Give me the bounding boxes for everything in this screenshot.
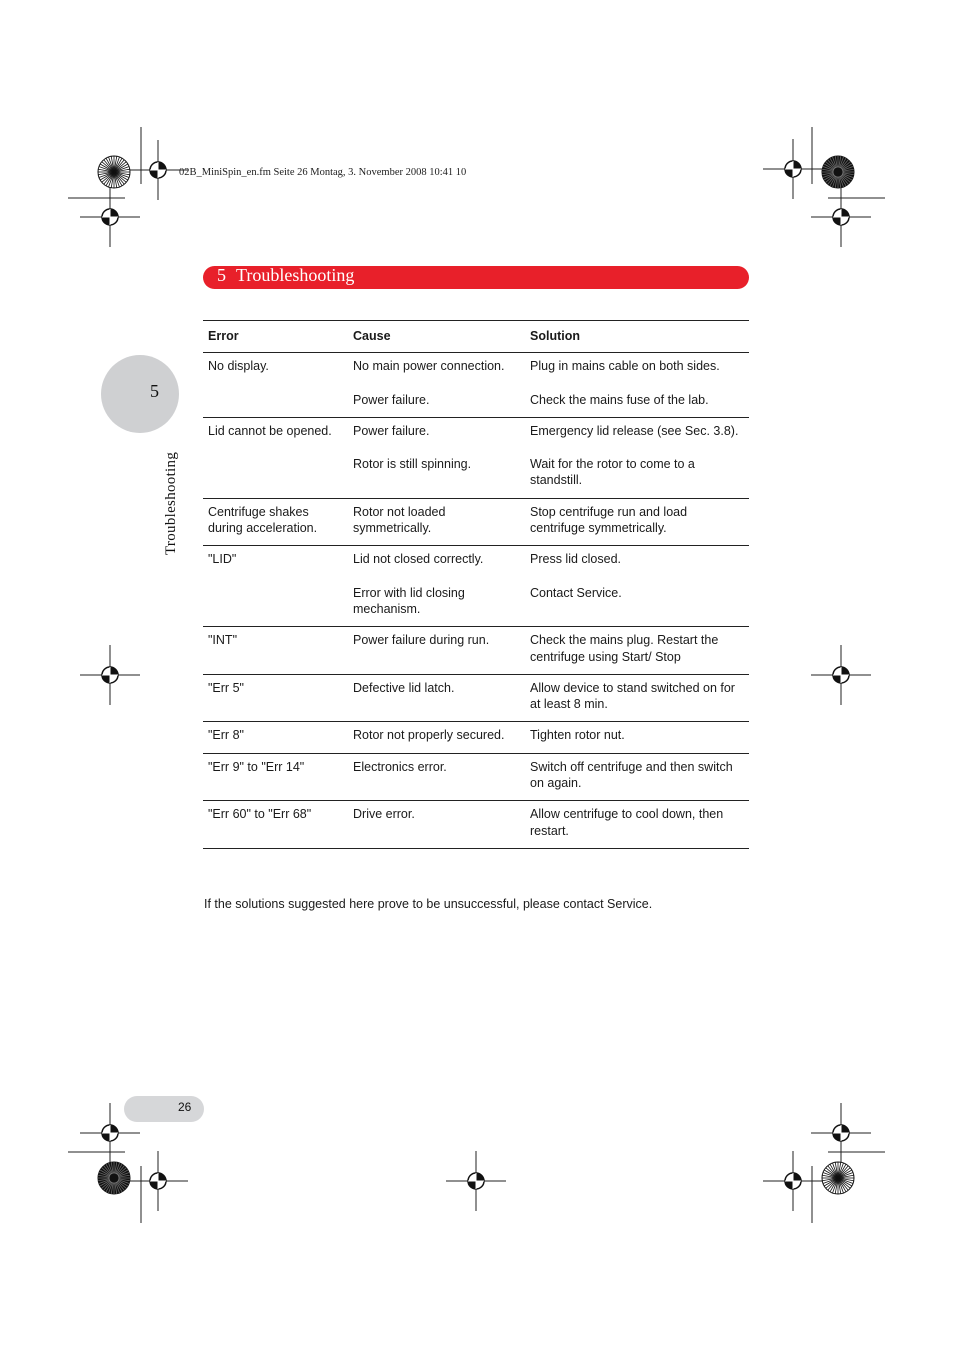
file-info: 02B_MiniSpin_en.fm Seite 26 Montag, 3. November 2008 10:41 10 [179, 167, 467, 178]
solution-cell: Press lid closed. [530, 552, 622, 567]
chapter-title: Troubleshooting [236, 265, 355, 285]
header-solution: Solution [525, 321, 749, 353]
table-header-row [203, 321, 749, 353]
side-tab-label: Troubleshooting [163, 451, 179, 555]
page-number-tab [124, 1096, 204, 1122]
registration-mark [811, 187, 871, 247]
header-error: Error [203, 321, 348, 353]
registration-mark [80, 645, 140, 705]
table-body [203, 353, 749, 849]
table-row [203, 722, 749, 753]
cause-cell: Rotor not properly secured. [348, 722, 525, 753]
table-row [203, 353, 749, 387]
error-cell: "LID" [203, 546, 348, 627]
solution-cell: Allow device to stand switched on for at least 8 min. [525, 674, 749, 722]
cause-cell: No main power connection. [353, 359, 505, 374]
registration-mark [446, 1151, 506, 1211]
registration-mark [811, 1103, 871, 1163]
color-starburst [98, 156, 130, 188]
solution-cell: Emergency lid release (see Sec. 3.8). [530, 423, 739, 438]
registration-mark [80, 187, 140, 247]
registration-mark [763, 139, 823, 199]
cause-cell: Drive error. [348, 801, 525, 849]
solution-cell: Contact Service. [525, 580, 749, 627]
error-cell: "INT" [203, 627, 348, 675]
solution-cell: Stop centrifuge run and load centrifuge symmetrically. [525, 498, 749, 546]
table-row [203, 674, 749, 722]
chapter-heading [217, 265, 354, 286]
error-cell: "Err 60" to "Err 68" [203, 801, 348, 849]
solution-cell: Wait for the rotor to come to a standstill. [525, 451, 749, 498]
registration-mark [811, 645, 871, 705]
solution-cell: Check the mains fuse of the lab. [525, 387, 749, 418]
error-cell: No display. [203, 353, 348, 418]
registration-mark [128, 1151, 188, 1211]
color-starburst [822, 156, 854, 188]
cause-cell: Electronics error. [348, 753, 525, 801]
cause-cell: Error with lid closing mechanism. [348, 580, 525, 627]
table-row [203, 753, 749, 801]
solution-cell: Allow centrifuge to cool down, then restart. [525, 801, 749, 849]
solution-cell: Plug in mains cable on both sides. [530, 359, 720, 374]
color-starburst [822, 1162, 854, 1194]
cause-cell: Power failure during run. [348, 627, 525, 675]
error-cell: Centrifuge shakes during acceleration. [203, 498, 348, 546]
footnote: If the solutions suggested here prove to be unsuccessful, please contact Service. [204, 897, 653, 911]
table-row [203, 627, 749, 675]
error-cell: "Err 8" [203, 722, 348, 753]
troubleshooting-table [203, 320, 749, 849]
registration-mark [763, 1151, 823, 1211]
chapter-number: 5 [217, 265, 226, 285]
color-starburst [98, 1162, 130, 1194]
cause-cell: Defective lid latch. [348, 674, 525, 722]
cause-cell: Power failure. [348, 387, 525, 418]
page-number: 26 [178, 1100, 192, 1114]
table-row [203, 546, 749, 580]
side-tab-number: 5 [150, 381, 159, 401]
solution-cell: Tighten rotor nut. [525, 722, 749, 753]
cause-cell: Power failure. [353, 423, 430, 438]
table-row [203, 498, 749, 546]
solution-cell: Check the mains plug. Restart the centrifuge using Start/ Stop [525, 627, 749, 675]
table-row [203, 801, 749, 849]
solution-cell: Switch off centrifuge and then switch on again. [525, 753, 749, 801]
cause-cell: Lid not closed correctly. [353, 552, 484, 567]
error-cell: "Err 9" to "Err 14" [203, 753, 348, 801]
cause-cell: Rotor not loaded symmetrically. [348, 498, 525, 546]
cause-cell: Rotor is still spinning. [348, 451, 525, 498]
error-cell: "Err 5" [203, 674, 348, 722]
table-row [203, 417, 749, 451]
header-cause: Cause [348, 321, 525, 353]
error-cell: Lid cannot be opened. [203, 417, 348, 498]
